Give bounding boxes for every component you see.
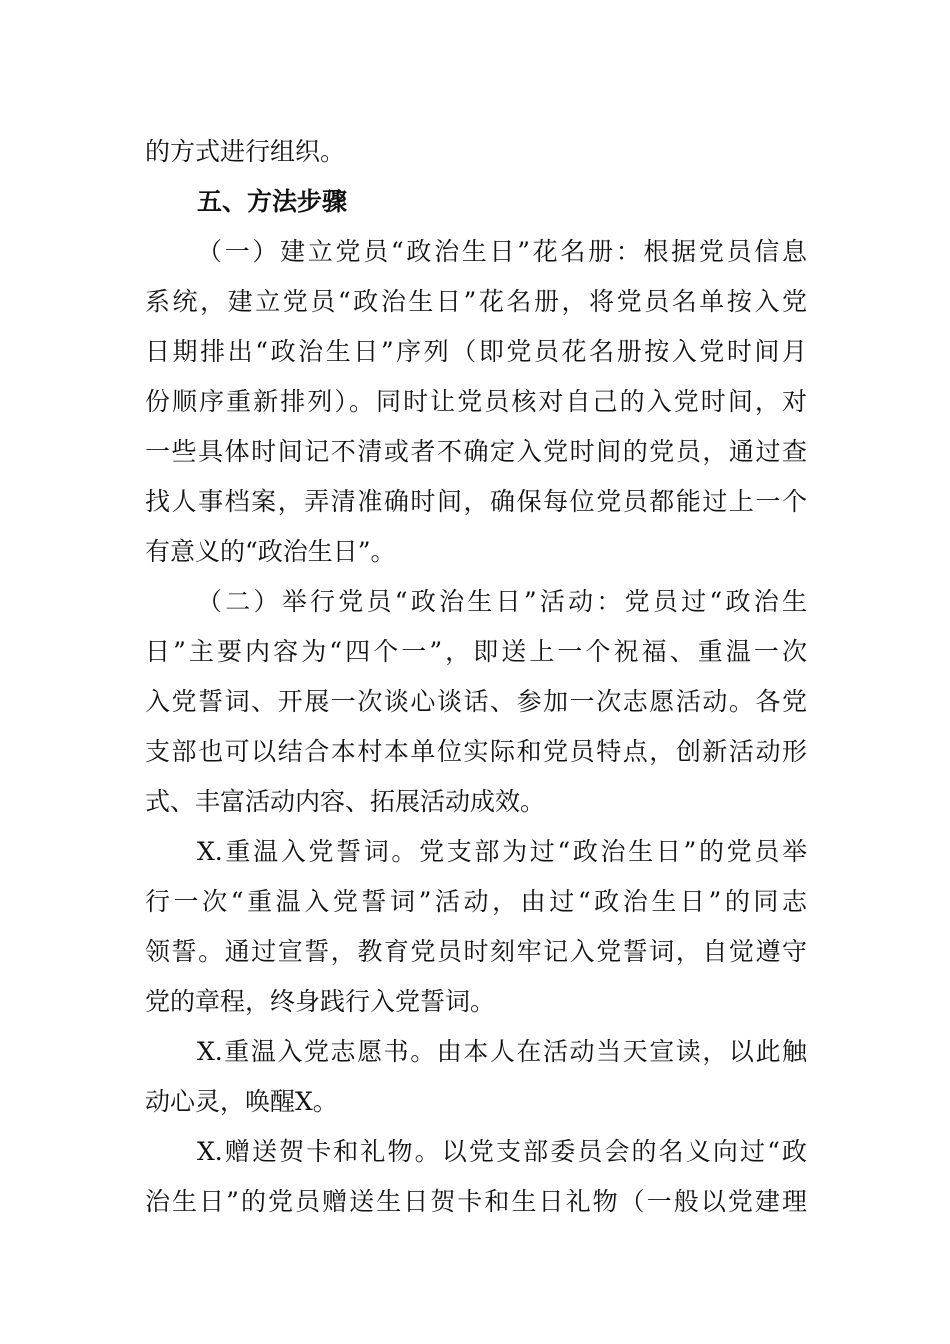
text-line: X.重温入党誓词。党支部为过“政治生日”的党员举 xyxy=(197,837,807,866)
text-line: 的方式进行组织。 xyxy=(145,137,346,166)
text-line: 动心灵，唤醒X。 xyxy=(145,1087,338,1116)
text-line: 日”主要内容为“四个一”，即送上一个祝福、重温一次 xyxy=(145,637,807,666)
text-line: 一些具体时间记不清或者不确定入党时间的党员，通过查 xyxy=(145,437,807,466)
text-line: （一）建立党员“政治生日”花名册：根据党员信息 xyxy=(197,237,807,266)
text-line: 系统，建立党员“政治生日”花名册，将党员名单按入党 xyxy=(145,287,807,316)
text-line: 找人事档案，弄清准确时间，确保每位党员都能过上一个 xyxy=(145,487,807,516)
text-line: X.赠送贺卡和礼物。以党支部委员会的名义向过“政 xyxy=(197,1137,807,1166)
text-line: 治生日”的党员赠送生日贺卡和生日礼物（一般以党建理 xyxy=(145,1187,807,1216)
section-heading: 五、方法步骤 xyxy=(197,187,348,216)
text-line: 领誓。通过宣誓，教育党员时刻牢记入党誓词，自觉遵守 xyxy=(145,937,807,966)
text-line: 党的章程，终身践行入党誓词。 xyxy=(145,987,496,1016)
text-line: 入党誓词、开展一次谈心谈话、参加一次志愿活动。各党 xyxy=(145,687,807,716)
text-line: 有意义的“政治生日”。 xyxy=(145,537,396,566)
text-line: X.重温入党志愿书。由本人在活动当天宣读，以此触 xyxy=(197,1037,807,1066)
text-line: （二）举行党员“政治生日”活动：党员过“政治生 xyxy=(197,587,807,616)
text-line: 式、丰富活动内容、拓展活动成效。 xyxy=(145,787,546,816)
text-line: 份顺序重新排列）。同时让党员核对自己的入党时间，对 xyxy=(145,387,807,416)
text-line: 行一次“重温入党誓词”活动，由过“政治生日”的同志 xyxy=(145,887,807,916)
text-line: 日期排出“政治生日”序列（即党员花名册按入党时间月 xyxy=(145,337,807,366)
text-line: 支部也可以结合本村本单位实际和党员特点，创新活动形 xyxy=(145,737,807,766)
